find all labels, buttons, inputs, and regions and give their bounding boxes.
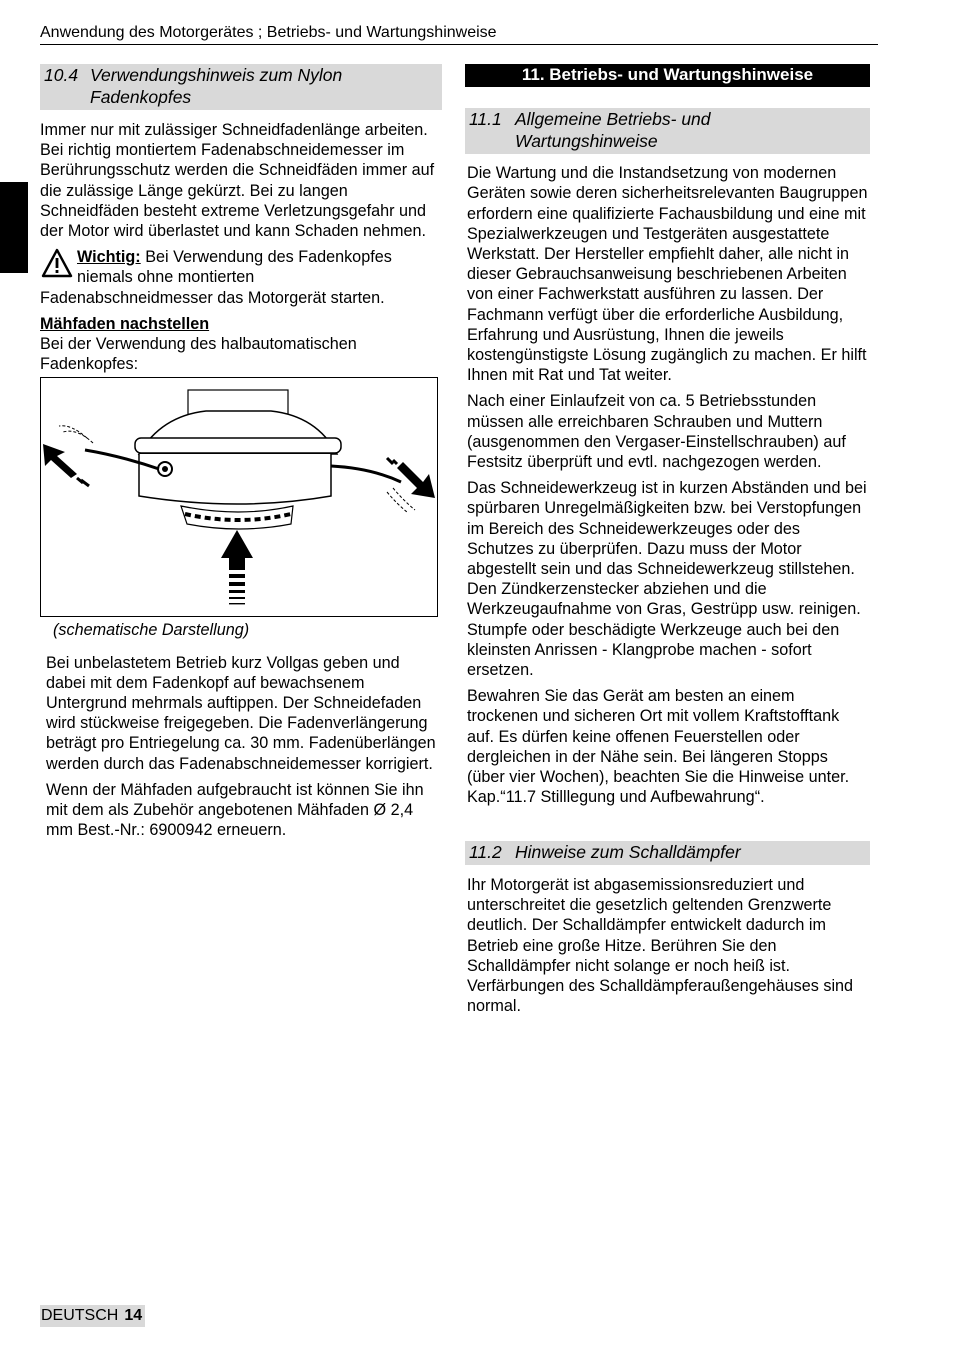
- section-title-line1: Allgemeine Betriebs- und: [515, 109, 711, 130]
- section-title-line1: Verwendungshinweis zum Nylon: [90, 65, 343, 85]
- left-column: [40, 64, 442, 840]
- sub-intro-line1: Bei der Verwendung des halbautomatischen: [40, 335, 357, 354]
- page-number: 14: [124, 1307, 143, 1324]
- warning-label: Wichtig:: [77, 248, 141, 267]
- warning-text: Bei Verwendung des Fadenkopfes niemals ohne montierten: [77, 248, 392, 287]
- warning-triangle-icon: [41, 248, 73, 278]
- paragraph-schalldaempfer: Ihr Motorgerät ist abgasemissionsreduziert und unterschreitet die gesetzlich geltenden Grenzwerte deutlich. Der Schalldämpfer entwickelt dadurch im Betrieb eine große Hitze. Berühren Sie den Schalldämpfer nicht solange er noch heiß ist. Verfärbungen des Schalldämpferaußengehäuses sind normal.: [467, 876, 854, 1016]
- intro-paragraph: Immer nur mit zulässiger Schneidfadenlänge arbeiten. Bei richtig montiertem Fadenabschneidemesser im Berührungsschutz werden die Schneidfäden immer auf die zulässige Länge gekürzt. Bei zu langen Schneidfäden besteht extreme Verletzungsgefahr und der Motor wird überlastet und kann Schaden nehmen.: [40, 121, 435, 241]
- warning-text-rest: Fadenabschneidmesser das Motorgerät starten.: [40, 288, 385, 307]
- section-title-line2: Fadenkopfes: [90, 86, 192, 107]
- section-heading-11-1: [465, 108, 870, 154]
- page-footer: [40, 1305, 145, 1327]
- subheading-maehfaden: Mähfaden nachstellen: [40, 314, 210, 333]
- chapter-tab-marker: [0, 182, 28, 273]
- paragraph-vollgas: Bei unbelastetem Betrieb kurz Vollgas geben und dabei mit dem Fadenkopf auf bewachsenem Untergrund mehrmals auftippen. Der Schneidefaden wird stückweise freigegeben. Die Fadenverlängerung beträgt pro Entriegelung ca. 30 mm. Fadenüberlängen werden durch das Fadenabschneidemesser korrigiert.: [46, 653, 436, 773]
- section-title: Hinweise zum Schalldämpfer: [515, 841, 741, 862]
- figure-caption: (schematische Darstellung): [53, 621, 250, 640]
- sub-intro-line2: Fadenkopfes:: [40, 355, 139, 374]
- right-column: [465, 64, 870, 1016]
- paragraph-schneidewerkzeug: Das Schneidewerkzeug ist in kurzen Abständen und bei spürbaren Unregelmäßigkeiten bzw. bei Verstopfungen im Bereich des Schneidewerkzeuges oder des Schutzes zu überprüfen. Dazu muss der Motor abgestellt sein und das Schneidewerkzeug stillstehen. Den Zündkerzenstecker abziehen und die Werkzeugaufnahme von Gras, Gestrüpp usw. reinigen. Stumpfe oder beschädigte Werkzeuge auch bei den kleinsten Anrissen - Klangprobe machen - sofort ersetzen.: [467, 479, 867, 680]
- section-heading-10-4: [40, 64, 442, 110]
- footer-language: DEUTSCH: [41, 1307, 119, 1324]
- section-number: 11.2: [469, 841, 502, 862]
- paragraph-wartung: Die Wartung und die Instandsetzung von modernen Geräten sowie deren sicherheitsrelevanten Baugruppen erfordern eine qualifizierte Fachausbildung und eine mit Spezialwerkzeugen und Testgeräten ausgestattete Werkstatt. Der Hersteller empfiehlt daher, alle nicht in dieser Gebrauchsanweisung beschriebenen Arbeiten von einer Fachwerkstatt ausführen zu lassen. Der Fachmann verfügt über die erforderliche Ausbildung, Erfahrung und Ausrüstung, Ihnen die jeweils kostengünstigste Lösung zugänglich zu machen. Er hilft Ihnen mit Rat und Tat weiter.: [467, 164, 868, 385]
- chapter-heading-11: 11. Betriebs- und Wartungshinweise: [465, 64, 870, 87]
- trimmer-head-figure: [40, 377, 438, 617]
- section-heading-11-2: [465, 841, 870, 866]
- warning-note: [40, 247, 442, 308]
- paragraph-aufbewahrung: Bewahren Sie das Gerät am besten an einem trockenen und sicheren Ort mit vollem Kraftstofftank auf. Es dürfen keine offenen Feuerstellen oder dergleichen in der Nähe sein. Bei längeren Stopps (über vier Wochen), beachten Sie die Hinweise unter. Kap.“11.7 Stilllegung und Aufbewahrung“.: [467, 687, 850, 807]
- paragraph-einlaufzeit: Nach einer Einlaufzeit von ca. 5 Betriebsstunden müssen alle erreichbaren Schrauben und Muttern (ausgenommen den Vergaser-Einstellschrauben) auf Festsitz überprüft und evtl. nachgezogen werden.: [467, 392, 846, 472]
- section-number: 10.4: [44, 65, 79, 85]
- section-number: 11.1: [469, 109, 502, 130]
- section-title-line2: Wartungshinweise: [515, 130, 658, 151]
- paragraph-maehfaden-erneuern: Wenn der Mähfaden aufgebraucht ist können Sie ihn mit dem als Zubehör angebotenen Mähfaden Ø 2,4 mm Best.-Nr.: 6900942 erneuern.: [46, 780, 424, 840]
- trimmer-head-illustration: [41, 378, 437, 616]
- page-header: Anwendung des Motorgerätes ; Betriebs- und Wartungshinweise: [40, 23, 878, 45]
